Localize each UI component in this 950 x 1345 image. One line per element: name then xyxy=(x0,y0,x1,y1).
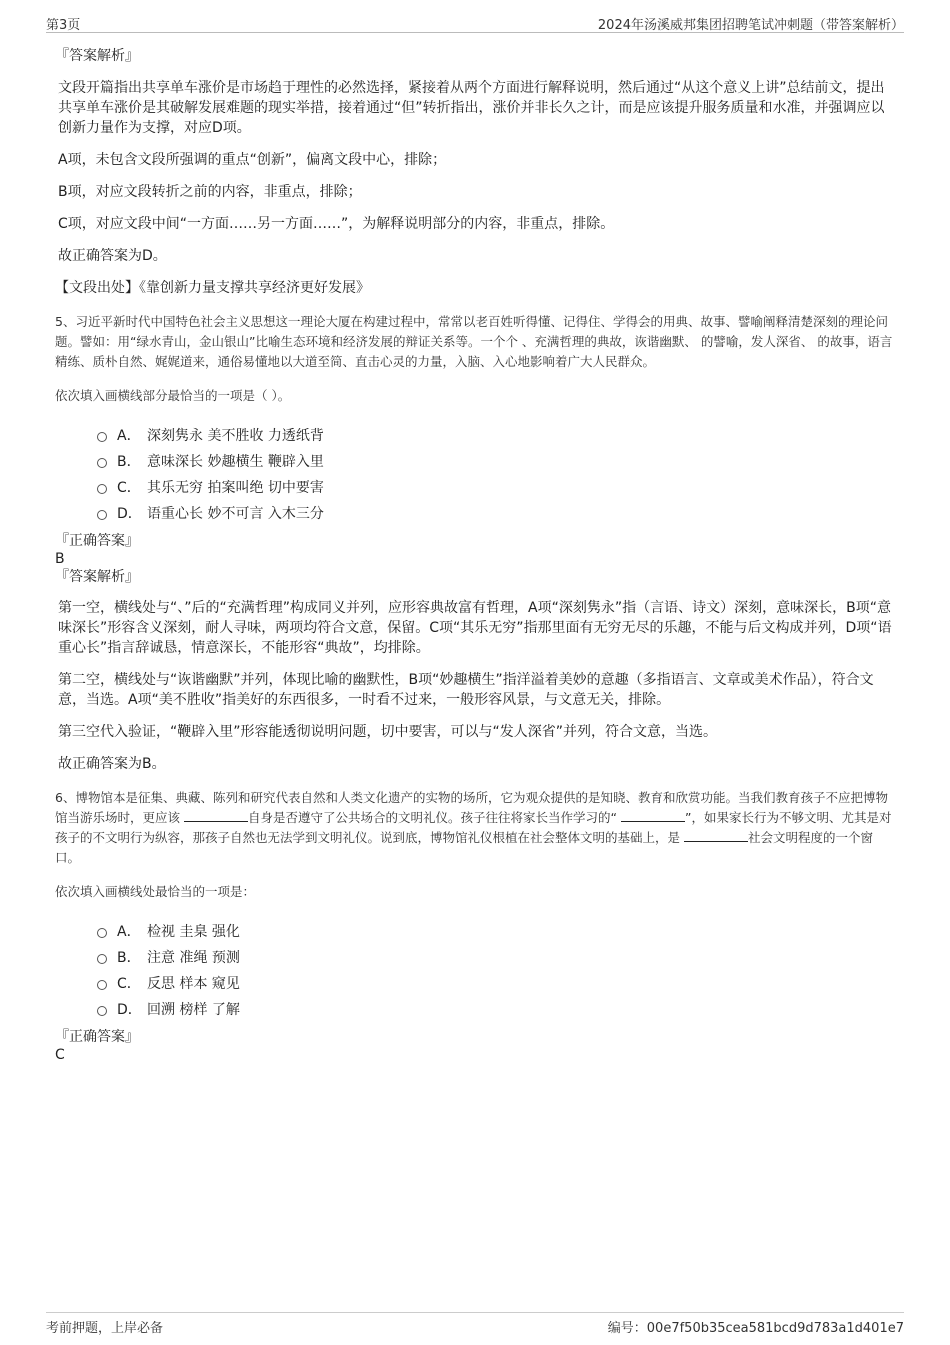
page-footer xyxy=(46,1312,904,1335)
q6-option-c[interactable]: C． 反思 样本 窥见 xyxy=(55,970,897,996)
q5-answer: B xyxy=(55,551,65,567)
q6-answer: C xyxy=(55,1047,65,1063)
radio-icon[interactable] xyxy=(97,432,107,442)
radio-icon[interactable] xyxy=(97,510,107,520)
fill-blank xyxy=(621,809,685,822)
q6-option-a[interactable]: A． 检视 圭臬 强化 xyxy=(55,918,897,944)
q6-question: 6、博物馆本是征集、典藏、陈列和研究代表自然和人类文化遗产的实物的场所，它为观众提供的是知晓、教育和欣赏功能。当我们教育孩子不应把博物馆当游乐场时，更应该 自身是否遵守了公共场合的文明礼仪。孩子往往将家长当作学习的“ ”，如果家长行为不够文明、尤其是对孩子的不文明行为纵容，那孩子自然也无法学到文明礼仪。说到底，博物馆礼仪根植在社会整体文明的基础上，是 社会文明程度的一个窗口。 xyxy=(55,790,892,865)
q5-analysis-paragraph: 第三空代入验证，“鞭辟入里”形容能透彻说明问题，切中要害，可以与“发人深省”并列，符合文意，当选。 xyxy=(58,724,718,740)
q4-analysis-paragraph: 文段开篇指出共享单车涨价是市场趋于理性的必然选择，紧接着从两个方面进行解释说明，然后通过“从这个意义上讲”总结前文，提出共享单车涨价是其破解发展难题的现实举措，接着通过“但”转折指出，涨价并非长久之计，而是应该提升服务质量和水准，并强调应以创新力量作为支撑，对应D项。 xyxy=(58,80,885,136)
q4-analysis-label: 『答案解析』 xyxy=(55,48,139,64)
radio-icon[interactable] xyxy=(97,484,107,494)
q5-analysis-label: 『答案解析』 xyxy=(55,569,139,585)
q6-options xyxy=(55,918,897,1022)
q5-analysis-paragraph: 第二空，横线处与“诙谐幽默”并列，体现比喻的幽默性，B项“妙趣横生”指洋溢着美妙的意趣（多指语言、文章或美术作品），符合文意，当选。A项“美不胜收”指美好的东西很多，一时看不过来，一般形容风景，与文意无关，排除。 xyxy=(58,672,874,708)
page-number: 第3页 xyxy=(46,18,81,33)
radio-icon[interactable] xyxy=(97,954,107,964)
q6-answer-label: 『正确答案』 xyxy=(55,1029,139,1045)
q5-answer-label: 『正确答案』 xyxy=(55,533,139,549)
q5-option-b[interactable]: B． 意味深长 妙趣横生 鞭辟入里 xyxy=(55,448,897,474)
q5-analysis-paragraph: 第一空，横线处与“、”后的“充满哲理”构成同义并列，应形容典故富有哲理，A项“深刻隽永”指（言语、诗文）深刻，意味深长，B项“意味深长”形容含义深刻，耐人寻味，两项均符合文意，保留。C项“其乐无穷”指那里面有无穷无尽的乐趣，不能与后文构成并列，D项“语重心长”指言辞诚恳，情意深长，不能形容“典故”，均排除。 xyxy=(58,600,892,656)
q5-question: 5、习近平新时代中国特色社会主义思想这一理论大厦在构建过程中，常常以老百姓听得懂、记得住、学得会的用典、故事、譬喻阐释清楚深刻的理论问题。譬如：用“绿水青山，金山银山”比喻生态环境和经济发展的辩证关系等。一个个 、充满哲理的典故，诙谐幽默、 的譬喻，发人深省、 的故事，语言精练、质朴自然、娓娓道来，通俗易懂地以大道至简、直击心灵的力量，入脑、入心地影响着广大人民群众。 xyxy=(55,314,893,369)
q4-analysis-paragraph: C项，对应文段中间“一方面……另一方面……”，为解释说明部分的内容，非重点，排除。 xyxy=(58,216,615,232)
q5-option-a[interactable]: A． 深刻隽永 美不胜收 力透纸背 xyxy=(55,422,897,448)
radio-icon[interactable] xyxy=(97,1006,107,1016)
q4-source: 【文段出处】《靠创新力量支撑共享经济更好发展》 xyxy=(55,280,370,296)
document-id: 编号：00e7f50b35cea581bcd9d783a1d401e7 xyxy=(607,1321,904,1336)
q6-prompt: 依次填入画横线处最恰当的一项是： xyxy=(55,884,256,899)
q5-option-d[interactable]: D． 语重心长 妙不可言 入木三分 xyxy=(55,500,897,526)
q5-option-c[interactable]: C． 其乐无穷 拍案叫绝 切中要害 xyxy=(55,474,897,500)
page-header xyxy=(46,12,904,33)
fill-blank xyxy=(684,829,748,842)
q4-analysis-paragraph: A项，未包含文段所强调的重点“创新”，偏离文段中心，排除； xyxy=(58,152,447,168)
radio-icon[interactable] xyxy=(97,980,107,990)
radio-icon[interactable] xyxy=(97,928,107,938)
q4-analysis-conclusion: 故正确答案为D。 xyxy=(58,248,167,264)
q4-analysis-paragraph: B项，对应文段转折之前的内容，非重点，排除； xyxy=(58,184,362,200)
q6-option-d[interactable]: D． 回溯 榜样 了解 xyxy=(55,996,897,1022)
footer-slogan: 考前押题，上岸必备 xyxy=(46,1321,164,1336)
radio-icon[interactable] xyxy=(97,458,107,468)
q6-option-b[interactable]: B． 注意 准绳 预测 xyxy=(55,944,897,970)
document-title: 2024年汤溪威邦集团招聘笔试冲刺题（带答案解析） xyxy=(597,18,904,33)
q5-prompt: 依次填入画横线部分最恰当的一项是（ ）。 xyxy=(55,388,291,403)
q5-analysis-conclusion: 故正确答案为B。 xyxy=(58,756,166,772)
page-content xyxy=(55,46,897,1064)
q5-options xyxy=(55,422,897,526)
fill-blank xyxy=(184,809,248,822)
